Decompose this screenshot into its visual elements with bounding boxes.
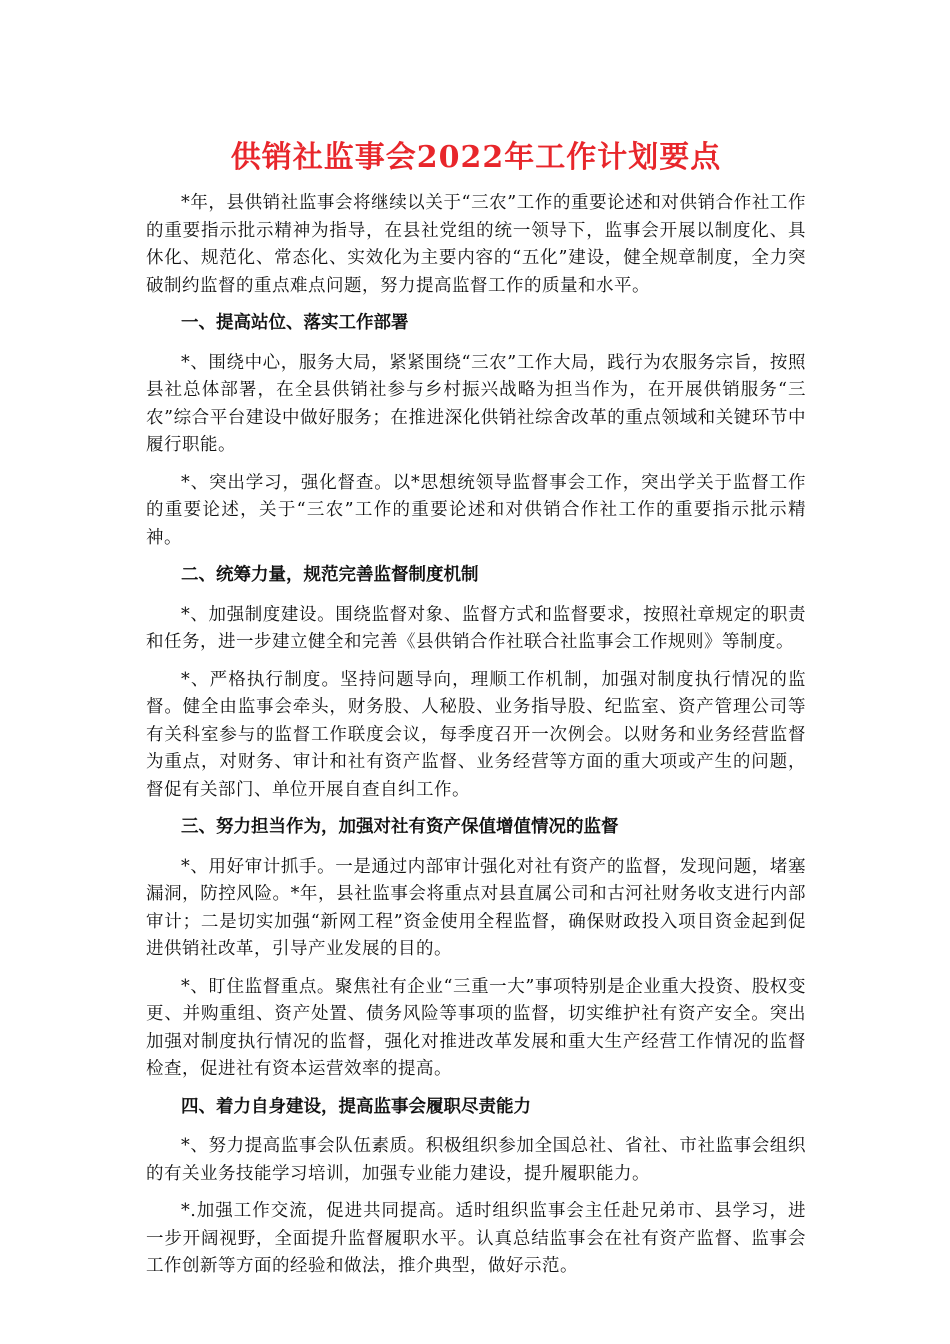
section-heading: 二、统筹力量，规范完善监督制度机制 bbox=[181, 565, 479, 585]
document-page bbox=[146, 136, 806, 1291]
section-heading: 三、努力担当作为，加强对社有资产保值增值情况的监督 bbox=[181, 817, 619, 837]
intro-paragraph: *年，县供销社监事会将继续以关于“三农”工作的重要论述和对供销合作社工作的重要指示批示精神为指导，在县社党组的统一领导下，监事会开展以制度化、具休化、规范化、常态化、实效化为主要内容的“五化”建设，健全规章制度，全力突破制约监督的重点难点问题，努力提高监督工作的质量和水平。 bbox=[146, 193, 806, 296]
section-paragraph: *.加强工作交流，促进共同提高。适时组织监事会主任赴兄弟市、县学习，进一步开阔视野，全面提升监督履职水平。认真总结监事会在社有资产监督、监事会工作创新等方面的经验和做法，推介典型，做好示范。 bbox=[146, 1201, 806, 1276]
section-paragraph: *、严格执行制度。坚持问题导向，理顺工作机制，加强对制度执行情况的监督。健全由监事会牵头，财务股、人秘股、业务指导股、纪监室、资产管理公司等有关科室参与的监督工作联度会议，每季度召开一次例会。以财务和业务经营监督为重点，对财务、审计和社有资产监督、业务经营等方面的重大项或产生的问题，督促有关部门、单位开展自查自纠工作。 bbox=[146, 669, 806, 800]
section-paragraph: *、围绕中心，服务大局，紧紧围绕“三农”工作大局，践行为农服务宗旨，按照县社总体部署，在全县供销社参与乡村振兴战略为担当作为，在开展供销服务“三农”综合平台建设中做好服务；在推进深化供销社综舍改革的重点领域和关键环节中履行职能。 bbox=[146, 352, 806, 455]
section-paragraph: *、突出学习，强化督查。以*思想统领导监督事会工作，突出学关于监督工作的重要论述，关于“三农”工作的重要论述和对供销合作社工作的重要指示批示精神。 bbox=[146, 472, 806, 548]
section-4 bbox=[146, 1094, 806, 1281]
section-heading: 一、提高站位、落实工作部署 bbox=[181, 313, 409, 333]
section-1 bbox=[146, 310, 806, 552]
section-3 bbox=[146, 814, 806, 1084]
section-2 bbox=[146, 562, 806, 804]
section-paragraph: *、盯住监督重点。聚焦社有企业“三重一大”事项特别是企业重大投资、股权变更、并购重组、资产处置、债务风险等事项的监督，切实维护社有资产安全。突出加强对制度执行情况的监督，强化对推进改革发展和重大生产经营工作情况的监督检查，促进社有资本运营效率的提高。 bbox=[146, 976, 806, 1079]
section-paragraph: *、加强制度建设。围绕监督对象、监督方式和监督要求，按照社章规定的职责和任务，进一步建立健全和完善《县供销合作社联合社监事会工作规则》等制度。 bbox=[146, 604, 806, 652]
document-title: 供销社监事会2022年工作计划要点 bbox=[230, 140, 722, 175]
section-heading: 四、着力自身建设，提高监事会履职尽责能力 bbox=[181, 1096, 531, 1117]
section-paragraph: *、努力提高监事会队伍素质。积极组织参加全国总社、省社、市社监事会组织的有关业务技能学习培训，加强专业能力建设，提升履职能力。 bbox=[146, 1136, 806, 1184]
section-paragraph: *、用好审计抓手。一是通过内部审计强化对社有资产的监督，发现问题，堵塞漏洞，防控风险。*年，县社监事会将重点对县直属公司和古河社财务收支进行内部审计；二是切实加强“新网工程”资金使用全程监督，确保财政投入项目资金起到促进供销社改革，引导产业发展的目的。 bbox=[146, 856, 806, 959]
